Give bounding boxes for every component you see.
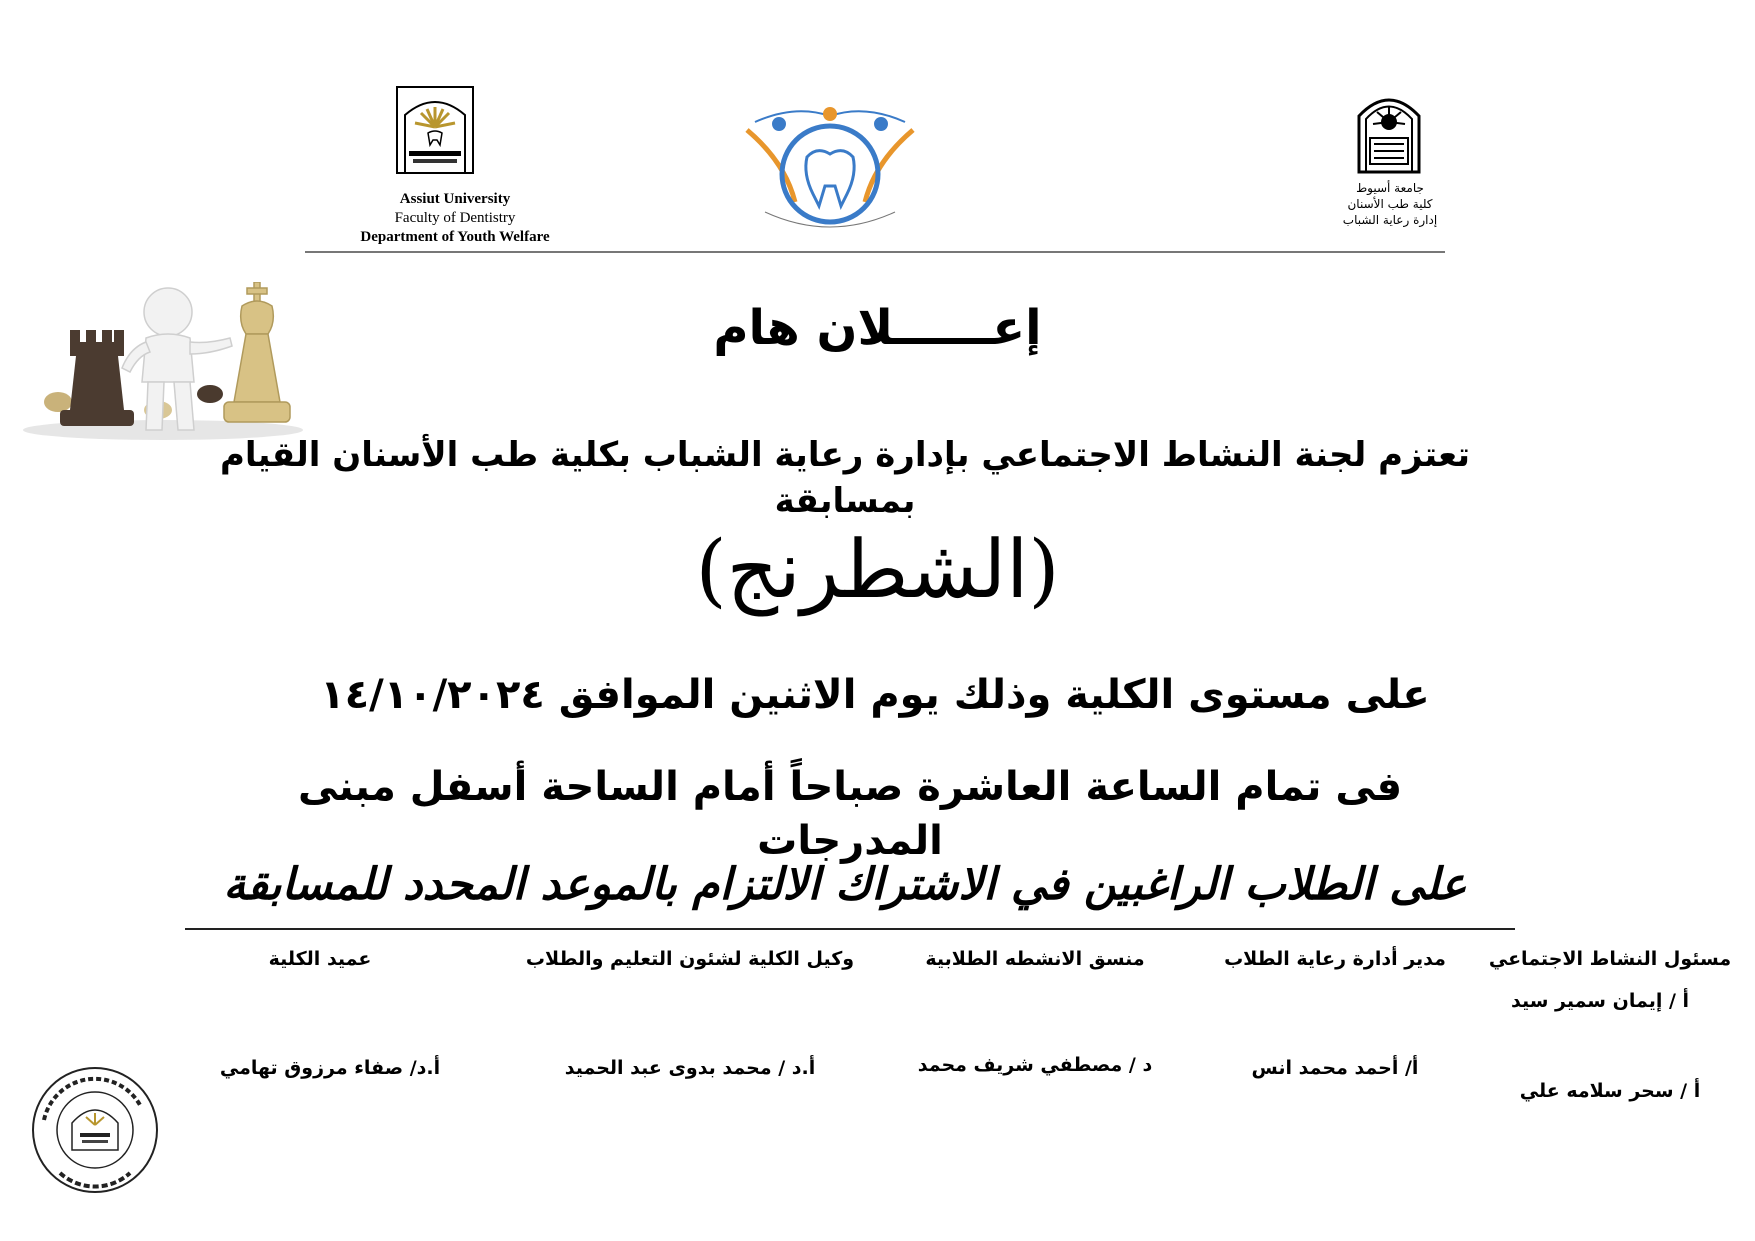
header-ar-line2: كلية طب الأسنان (1347, 197, 1433, 211)
header-ar-line1: جامعة أسيوط (1356, 181, 1424, 195)
announcement-date: على مستوى الكلية وذلك يوم الاثنين الموافق ١٤/١٠/٢٠٢٤ (320, 672, 1430, 718)
header-en-line3: Department of Youth Welfare (360, 229, 550, 245)
signature-coordinator-name: د / مصطفي شريف محمد (917, 1054, 1153, 1076)
signature-dean-title: عميد الكلية (268, 948, 372, 970)
announcement-time-place: فى تمام الساعة العاشرة صباحاً أمام الساحة أسفل مبنى المدرجات (297, 764, 1403, 864)
signature-divider (185, 928, 1515, 930)
header-ar-line3: إدارة رعاية الشباب (1342, 213, 1438, 227)
youth-welfare-logo (735, 102, 925, 232)
signature-coordinator-title: منسق الانشطه الطلابية (925, 948, 1145, 970)
faculty-logo (395, 85, 475, 175)
header-english (330, 190, 580, 247)
signature-social-head-title: مسئول النشاط الاجتماعي (1488, 948, 1732, 970)
official-stamp (30, 1065, 160, 1195)
announcement-intro: تعتزم لجنة النشاط الاجتماعي بإدارة رعاية الشباب بكلية طب الأسنان القيام بمسابقة (219, 435, 1471, 521)
signature-vice-dean-title: وكيل الكلية لشئون التعليم والطلاب (525, 948, 855, 970)
announcement-title: إعــــــلان هام (713, 300, 1042, 356)
signature-dean-name: أ.د/ صفاء مرزوق تهامي (219, 1057, 441, 1079)
header-arabic (1300, 180, 1480, 228)
signature-vice-dean-name: أ.د / محمد بدوى عبد الحميد (564, 1057, 816, 1079)
header-en-line2: Faculty of Dentistry (394, 210, 516, 226)
signature-social-head-name1: أ / إيمان سمير سيد (1510, 990, 1690, 1012)
signature-social-head-name2: أ / سحر سلامه علي (1519, 1080, 1701, 1102)
announcement-note: على الطلاب الراغبين في الاشتراك الالتزام بالموعد المحدد للمسابقة (223, 859, 1467, 910)
signature-director-title: مدير أدارة رعاية الطلاب (1224, 948, 1446, 970)
signature-director-name: أ/ أحمد محمد انس (1251, 1057, 1419, 1079)
university-logo (1355, 86, 1423, 174)
competition-name: (الشطرنج) (695, 523, 1060, 616)
header-divider (305, 251, 1445, 253)
header-en-line1: Assiut University (399, 191, 511, 207)
